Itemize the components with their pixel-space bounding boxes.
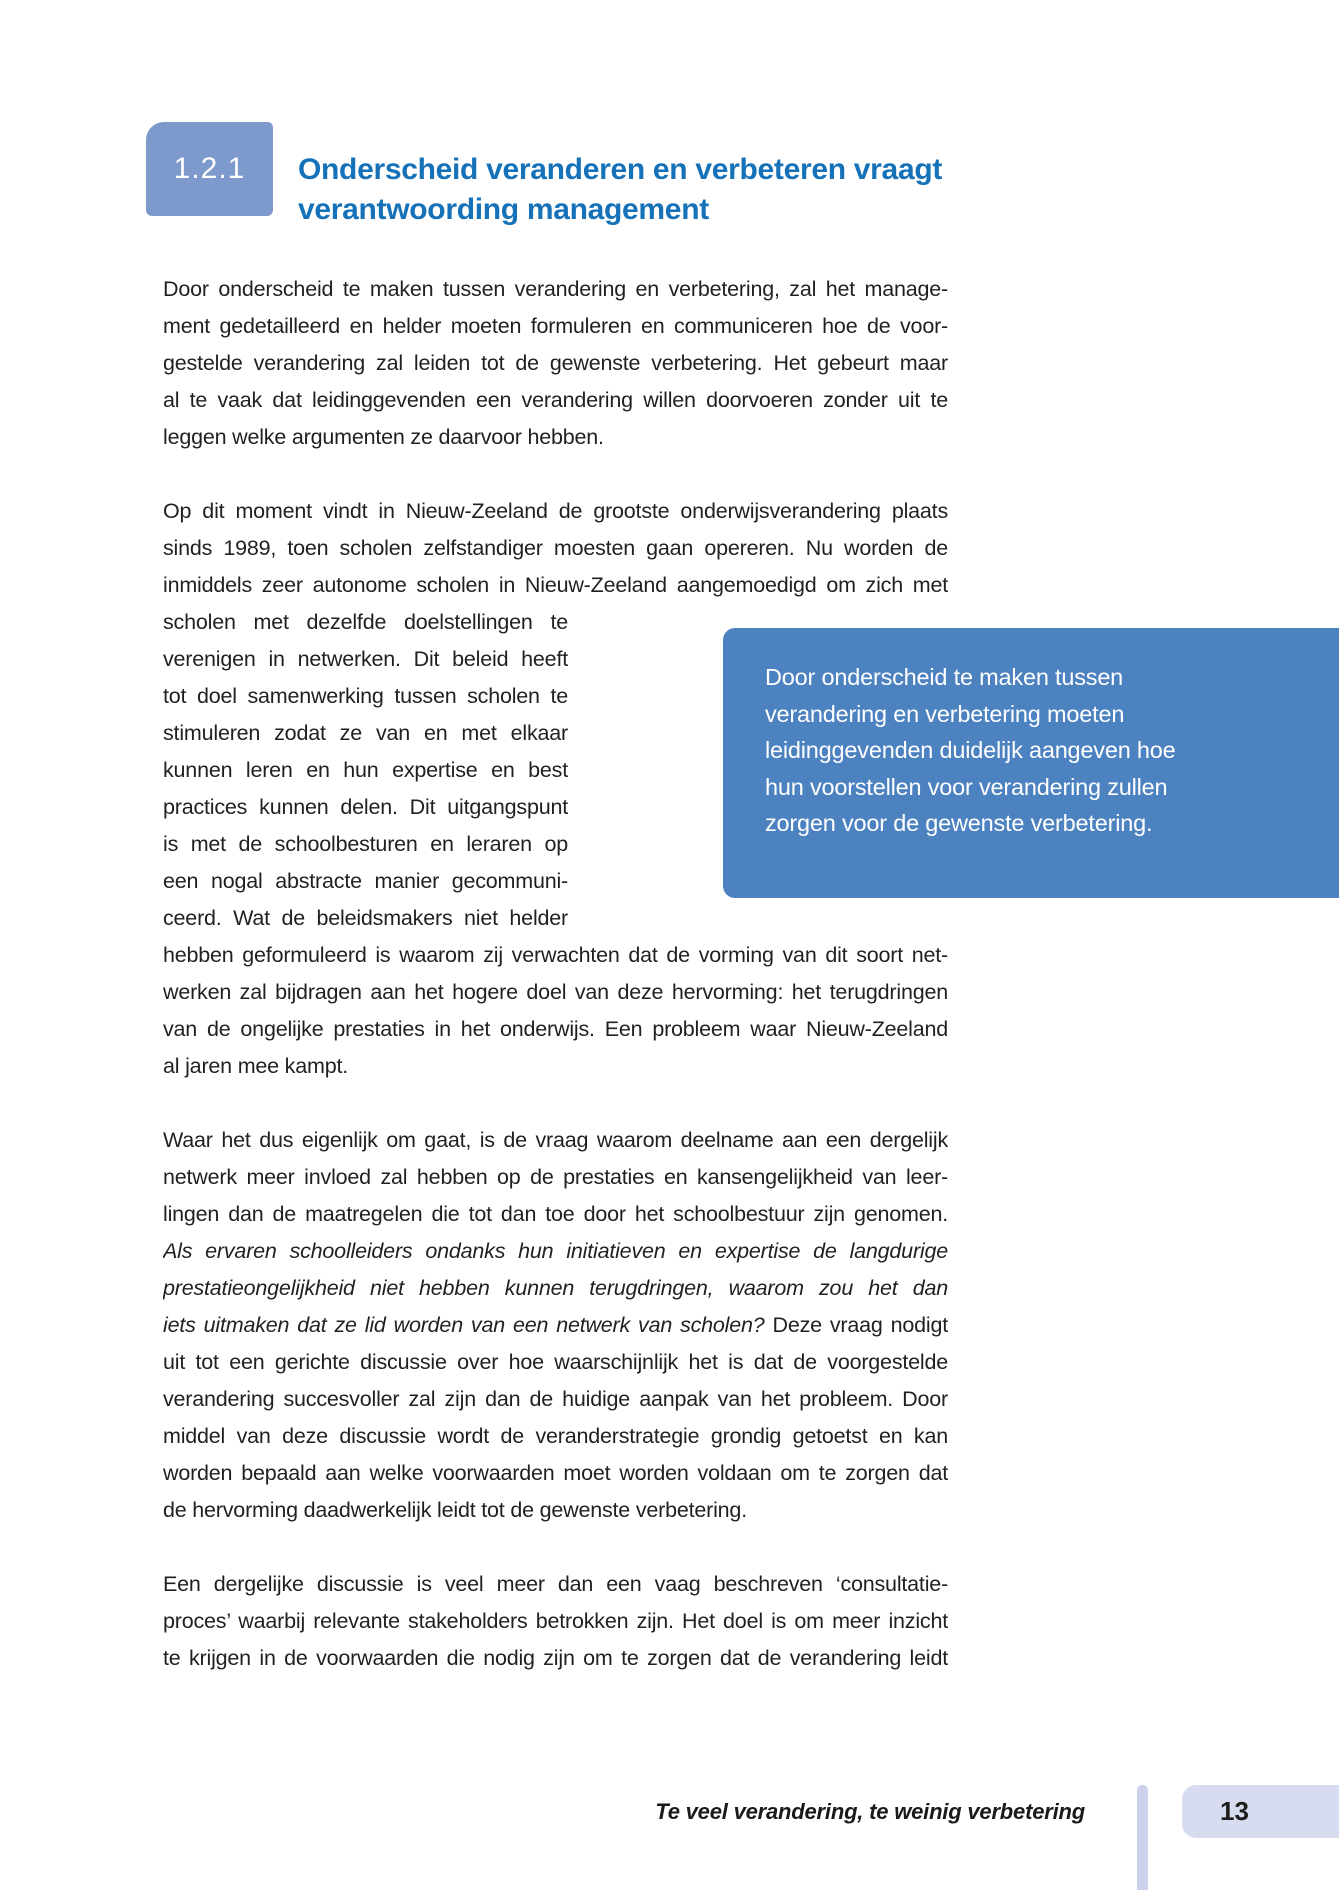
text-line: verenigen in netwerken. Dit beleid heeft [163,647,568,671]
callout-line: verandering en verbetering moeten [765,700,1125,727]
footer-divider-bar [1137,1785,1148,1890]
running-title: Te veel verandering, te weinig verbetering [655,1799,1085,1824]
page-number-box [1182,1785,1339,1838]
paragraph [163,1566,948,1677]
text-line: de hervorming daadwerkelijk leidt tot de gewenste verbetering. [163,1498,747,1522]
text-line: iets uitmaken dat ze lid worden van een netwerk van scholen? Deze vraag nodigt [163,1313,948,1337]
text-line: tot doel samenwerking tussen scholen te [163,684,568,708]
text-line: te krijgen in de voorwaarden die nodig zijn om te zorgen dat de verandering leidt [163,1646,948,1670]
section-title-line: Onderscheid veranderen en verbeteren vraagt [298,153,943,186]
text-line: Waar het dus eigenlijk om gaat, is de vraag waarom deelname aan een dergelijk [163,1128,948,1152]
text-line: inmiddels zeer autonome scholen in Nieuw-Zeeland aangemoedigd om zich met [163,573,948,597]
text-line: Als ervaren schoolleiders ondanks hun initiatieven en expertise de langdurige [163,1239,948,1263]
page-number: 13 [1220,1796,1249,1826]
text-line: sinds 1989, toen scholen zelfstandiger moesten gaan opereren. Nu worden de [163,536,948,560]
paragraph [163,1122,948,1529]
callout-line: leidinggevenden duidelijk aangeven hoe [765,737,1176,763]
paragraph [163,271,948,456]
text-line: proces’ waarbij relevante stakeholders betrokken zijn. Het doel is om meer inzicht [163,1609,948,1633]
section-title-line: verantwoording management [298,193,709,226]
section-number: 1.2.1 [173,152,246,185]
callout-line: hun voorstellen voor verandering zullen [765,773,1168,800]
text-line: prestatieongelijkheid niet hebben kunnen terugdringen, waarom zou het dan [163,1276,948,1300]
text-line: worden bepaald aan welke voorwaarden moet worden voldaan om te zorgen dat [163,1461,948,1485]
text-line: al jaren mee kampt. [163,1054,349,1078]
text-line: leggen welke argumenten ze daarvoor hebben. [163,425,604,449]
text-line: van de ongelijke prestaties in het onderwijs. Een probleem waar Nieuw-Zeeland [163,1017,948,1041]
text-line: ceerd. Wat de beleidsmakers niet helder [163,906,568,930]
text-line: scholen met dezelfde doelstellingen te [163,610,568,634]
callout-line: zorgen voor de gewenste verbetering. [765,810,1153,836]
text-line: middel van deze discussie wordt de veranderstrategie grondig getoetst en kan [163,1424,948,1448]
text-line: is met de schoolbesturen en leraren op [163,832,568,856]
text-line: ment gedetailleerd en helder moeten formuleren en communiceren hoe de voor- [163,314,948,338]
text-line: gestelde verandering zal leiden tot de gewenste verbetering. Het gebeurt maar [163,351,948,375]
text-line: lingen dan de maatregelen die tot dan toe door het schoolbestuur zijn genomen. [163,1202,948,1226]
section-title [298,150,942,230]
callout-box [723,628,1339,898]
callout-line: Door onderscheid te maken tussen [765,664,1124,690]
text-line: al te vaak dat leidinggevenden een verandering willen doorvoeren zonder uit te [163,388,948,412]
text-line: netwerk meer invloed zal hebben op de prestaties en kansengelijkheid van leer- [163,1165,948,1189]
text-line: kunnen leren en hun expertise en best [163,758,568,782]
text-line: hebben geformuleerd is waarom zij verwachten dat de vorming van dit soort net- [163,943,948,967]
text-line: Door onderscheid te maken tussen verandering en verbetering, zal het manage- [163,277,948,301]
section-number-box [146,122,273,216]
text-line: practices kunnen delen. Dit uitgangspunt [163,795,568,819]
text-line: werken zal bijdragen aan het hogere doel van deze hervorming: het terugdringen [163,980,948,1004]
text-line: verandering succesvoller zal zijn dan de huidige aanpak van het probleem. Door [163,1387,948,1411]
text-line: Op dit moment vindt in Nieuw-Zeeland de grootste onderwijsverandering plaats [163,499,948,523]
callout-text [765,659,1309,842]
body-text [163,271,948,1677]
text-line: Een dergelijke discussie is veel meer dan een vaag beschreven ‘consultatie- [163,1572,948,1596]
text-line: uit tot een gerichte discussie over hoe waarschijnlijk het is dat de voorgestelde [163,1350,948,1374]
text-line: een nogal abstracte manier gecommuni- [163,869,568,893]
text-line: stimuleren zodat ze van en met elkaar [163,721,568,745]
